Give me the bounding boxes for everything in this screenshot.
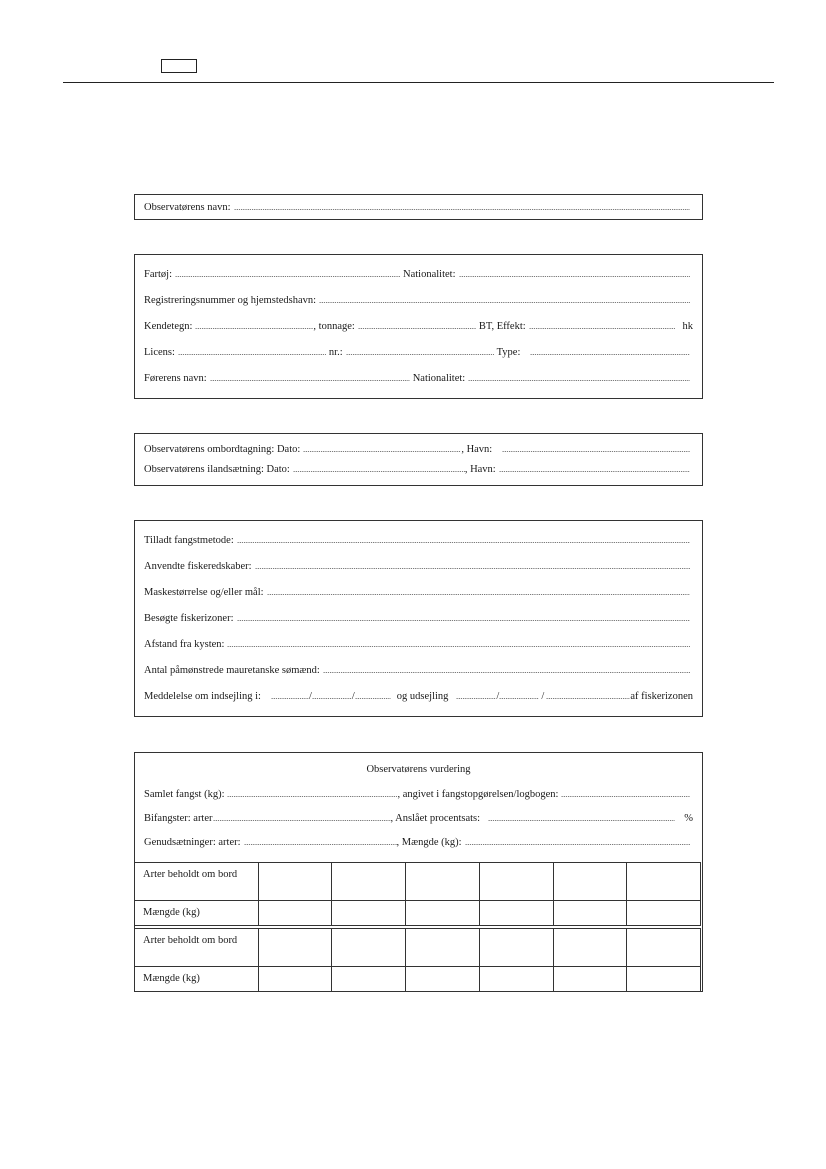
logbook-field[interactable] [561,796,690,797]
amount-label: Mængde (kg) [135,967,259,992]
embarkation-box [134,433,703,486]
table-cell[interactable] [258,901,332,926]
disembark-port-field[interactable] [499,471,690,472]
crew-label: Antal påmønstrede mauretanske sømænd: [144,665,320,676]
table-row [135,967,701,992]
exit-year-field[interactable] [546,698,630,699]
licence-label: Licens: [144,347,175,358]
master-name-label: Førerens navn: [144,373,207,384]
nationality-label: Nationalitet: [403,269,456,280]
call-sign-label: Kendetegn: [144,321,193,332]
estimated-pct-label: , Anslået procentsats: [390,813,481,824]
master-nationality-field[interactable] [468,380,690,381]
zone-suffix-label: af fiskerizonen [630,691,693,702]
total-catch-row [144,789,693,800]
authorised-method-field[interactable] [237,542,690,543]
entry-label: Meddelelse om indsejling i: [144,691,261,702]
discards-quantity-label: , Mængde (kg): [396,837,462,848]
nr-label: nr.: [328,347,343,358]
hk-label: hk [682,321,693,332]
master-row [144,373,693,384]
mesh-size-field[interactable] [267,594,690,595]
disembark-label: Observatørens ilandsætning: Dato: [144,464,290,475]
discards-row [144,837,693,848]
bycatch-row [144,813,693,824]
nr-field[interactable] [346,354,494,355]
entry-year-field[interactable] [355,698,391,699]
embark-port-field[interactable] [502,451,690,452]
gear-used-label: Anvendte fiskeredskaber: [144,561,252,572]
table-cell[interactable] [332,863,406,901]
distance-row [144,639,693,650]
distance-label: Afstand fra kysten: [144,639,225,650]
table-cell[interactable] [332,901,406,926]
total-catch-label: Samlet fangst (kg): [144,789,225,800]
table-cell[interactable] [479,967,553,992]
table-cell[interactable] [479,929,553,967]
exit-month-field[interactable] [499,698,539,699]
table-cell[interactable] [406,929,480,967]
table-cell[interactable] [406,967,480,992]
crew-row [144,665,693,676]
fishing-details-box [134,520,703,717]
disembark-port-label: , Havn: [464,464,496,475]
zones-visited-label: Besøgte fiskerizoner: [144,613,234,624]
discards-species-field[interactable] [244,844,397,845]
crew-field[interactable] [323,672,690,673]
header-rule [63,82,774,83]
assessment-title: Observatørens vurdering [366,764,471,775]
observer-name-box [134,194,703,220]
amount-label: Mængde (kg) [135,901,259,926]
gear-used-field[interactable] [255,568,690,569]
table-cell[interactable] [332,967,406,992]
table-cell[interactable] [479,863,553,901]
species-table-2 [134,928,701,992]
mesh-size-label: Maskestørrelse og/eller mål: [144,587,264,598]
authorised-method-label: Tilladt fangstmetode: [144,535,234,546]
table-cell[interactable] [406,901,480,926]
estimated-pct-field[interactable] [488,820,675,821]
disembark-date-field[interactable] [293,471,465,472]
effect-field[interactable] [529,328,675,329]
vessel-field[interactable] [175,276,400,277]
type-field[interactable] [530,354,690,355]
distance-field[interactable] [227,646,690,647]
bycatch-species-field[interactable] [213,820,391,821]
table-cell[interactable] [627,967,701,992]
table-cell[interactable] [553,901,627,926]
tonnage-label: , tonnage: [313,321,355,332]
discards-quantity-field[interactable] [465,844,690,845]
species-label: Arter beholdt om bord [135,929,259,967]
call-sign-field[interactable] [195,328,313,329]
species-label: Arter beholdt om bord [135,863,259,901]
discards-label: Genudsætninger: arter: [144,837,241,848]
table-cell[interactable] [258,929,332,967]
type-label: Type: [496,347,521,358]
exit-slash-2: / [541,691,545,702]
authorised-method-row [144,535,693,546]
assessment-box [134,752,703,992]
entry-slash-2: / [351,691,355,702]
embark-date-field[interactable] [303,451,461,452]
header-reference-box [161,59,197,73]
call-sign-row [144,321,693,332]
mesh-size-row [144,587,693,598]
vessel-details-box [134,254,703,399]
embark-label: Observatørens ombordtagning: Dato: [144,444,301,455]
entry-day-field[interactable] [271,698,309,699]
registration-row [144,295,693,306]
total-catch-field[interactable] [227,796,397,797]
table-cell[interactable] [258,863,332,901]
zones-visited-field[interactable] [237,620,690,621]
exit-day-field[interactable] [456,698,496,699]
bycatch-label: Bifangster: arter [144,813,213,824]
master-name-field[interactable] [210,380,410,381]
embark-row [144,444,693,455]
pct-sign: % [684,813,693,824]
bt-effect-label: BT, Effekt: [478,321,526,332]
exit-label: og udsejling [396,691,449,702]
gear-used-row [144,561,693,572]
entry-month-field[interactable] [312,698,352,699]
table-cell[interactable] [627,863,701,901]
table-row [135,901,701,926]
vessel-row [144,269,693,280]
table-cell[interactable] [332,929,406,967]
table-cell[interactable] [406,863,480,901]
registration-field[interactable] [319,302,690,303]
embark-port-label: , Havn: [461,444,493,455]
table-cell[interactable] [553,863,627,901]
disembark-row [144,464,693,475]
table-row [135,929,701,967]
zones-visited-row [144,613,693,624]
table-cell[interactable] [479,901,553,926]
logbook-label: , angivet i fangstopgørelsen/logbogen: [397,789,559,800]
table-cell[interactable] [258,967,332,992]
observer-name-row [144,202,693,213]
entry-slash-1: / [308,691,312,702]
exit-slash-1: / [496,691,500,702]
nationality-field[interactable] [459,276,691,277]
tonnage-field[interactable] [358,328,476,329]
observer-name-field[interactable] [234,209,690,210]
licence-row [144,347,693,358]
observer-name-label: Observatørens navn: [144,202,231,213]
table-cell[interactable] [627,901,701,926]
table-cell[interactable] [627,929,701,967]
table-row [135,863,701,901]
vessel-label: Fartøj: [144,269,172,280]
registration-label: Registreringsnummer og hjemstedshavn: [144,295,317,306]
species-table-1 [134,862,701,926]
entry-exit-row [144,691,693,702]
table-cell[interactable] [553,967,627,992]
licence-field[interactable] [178,354,326,355]
master-nationality-label: Nationalitet: [412,373,466,384]
table-cell[interactable] [553,929,627,967]
